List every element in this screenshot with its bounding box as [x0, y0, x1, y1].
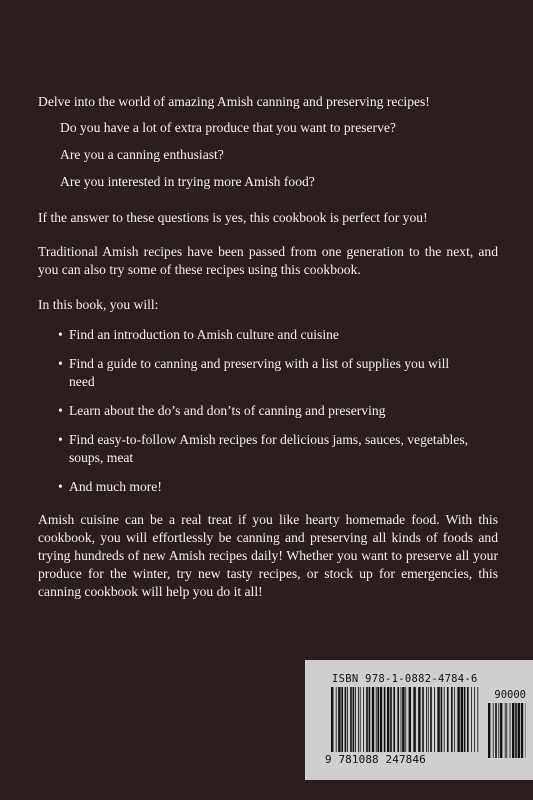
barcode-bar: [409, 687, 411, 752]
barcode-bar: [401, 687, 402, 752]
barcode-bar: [405, 687, 406, 752]
barcode-bar: [366, 687, 368, 752]
bullet-icon: •: [58, 356, 63, 371]
barcode-bar: [471, 687, 472, 752]
barcode-bar: [515, 703, 517, 758]
barcode-bar: [495, 703, 497, 758]
barcode-bar: [422, 687, 424, 752]
barcode-bar: [347, 687, 348, 752]
traditional-text: Traditional Amish recipes have been passed from one generation to the next, and you can also try some of these recipes using this cookbook.: [38, 244, 498, 277]
barcode-bar: [521, 703, 523, 758]
barcode-bar: [377, 687, 379, 752]
barcode-bar: [418, 687, 420, 752]
barcode-bar: [336, 687, 337, 752]
barcode-bar: [498, 703, 499, 758]
barcode-icon: [330, 687, 480, 752]
barcode-bar: [387, 687, 389, 752]
barcode-bar: [454, 687, 455, 752]
barcode-bar: [393, 687, 395, 752]
barcode-bar: [413, 687, 415, 752]
list-item: [38, 326, 469, 344]
list-item: [38, 402, 469, 420]
barcode-bar: [345, 687, 347, 752]
barcode-bar: [464, 687, 466, 752]
barcode-bar: [474, 687, 475, 752]
answer-text: If the answer to these questions is yes, this cookbook is perfect for you!: [38, 210, 428, 225]
barcode-bar: [397, 687, 399, 752]
barcode-bar: [441, 687, 443, 752]
bullet-icon: •: [58, 327, 63, 342]
barcode-box: [305, 660, 533, 780]
barcode-bar: [451, 687, 453, 752]
supplemental-barcode-icon: [487, 703, 527, 758]
list-item-text: Learn about the do’s and don’ts of canning and preserving: [69, 403, 386, 418]
barcode-bar: [331, 687, 333, 752]
barcode-bar: [510, 703, 511, 758]
barcode-bar: [380, 687, 382, 752]
barcode-bar: [437, 687, 439, 752]
question-3: Are you interested in trying more Amish food?: [60, 174, 315, 189]
barcode-bar: [363, 687, 364, 752]
list-item: [38, 478, 469, 496]
barcode-bar: [518, 703, 520, 758]
barcode-bar: [353, 687, 355, 752]
ean-digits: 9 781088 247846: [325, 753, 426, 766]
barcode-bar: [358, 687, 359, 752]
feature-list: [38, 326, 498, 496]
barcode-bar: [341, 687, 343, 752]
price-code: 90000: [494, 689, 526, 701]
barcode-bar: [372, 687, 374, 752]
barcode-bar: [384, 687, 386, 752]
barcode-bar: [461, 687, 463, 752]
barcode-bar: [350, 687, 352, 752]
bullet-icon: •: [58, 403, 63, 418]
list-item: [38, 355, 469, 391]
list-item-text: Find an introduction to Amish culture and cuisine: [69, 327, 339, 342]
barcode-bar: [428, 687, 429, 752]
barcode-bar: [477, 687, 478, 752]
barcode-bar: [390, 687, 392, 752]
question-2: Are you a canning enthusiast?: [60, 147, 224, 162]
barcode-bar: [444, 687, 445, 752]
barcode-bar: [457, 687, 459, 752]
barcode-bar: [369, 687, 371, 752]
barcode-bar: [512, 703, 514, 758]
barcode-bar: [338, 687, 340, 752]
list-item-text: And much more!: [69, 479, 162, 494]
list-item: [38, 431, 469, 467]
blurb: [38, 93, 498, 601]
barcode-bar: [467, 687, 469, 752]
question-1: Do you have a lot of extra produce that you want to preserve?: [60, 120, 396, 135]
barcode-bar: [360, 687, 361, 752]
barcode-bar: [493, 703, 494, 758]
bullet-icon: •: [58, 432, 63, 447]
barcode-bar: [426, 687, 427, 752]
closing-text: Amish cuisine can be a real treat if you like hearty homemade food. With this cookbook, you will effortlessly be canning and preserving all kinds of foods and trying hundreds of new Amish recipes daily! Whether you want to preserve all your produce for the winter, try new tasty recipes, or stock up for emergencies, this canning cookbook will help you do it all!: [38, 512, 498, 599]
barcode-bar: [500, 703, 502, 758]
isbn-label: ISBN 978-1-0882-4784-6: [332, 673, 478, 685]
barcode-bar: [505, 703, 506, 758]
intro-text: Delve into the world of amazing Amish canning and preserving recipes!: [38, 94, 430, 109]
bullet-icon: •: [58, 479, 63, 494]
barcode-bar: [447, 687, 449, 752]
barcode-bar: [430, 687, 432, 752]
list-item-text: Find easy-to-follow Amish recipes for delicious jams, sauces, vegetables, soups, meat: [69, 432, 469, 465]
barcode-bar: [402, 687, 404, 752]
barcode-bar: [488, 703, 490, 758]
barcode-bar: [434, 687, 435, 752]
barcode-bar: [376, 687, 377, 752]
in-book-heading: In this book, you will:: [38, 297, 159, 312]
barcode-bar: [506, 703, 507, 758]
list-item-text: Find a guide to canning and preserving with a list of supplies you will need: [69, 356, 450, 389]
barcode-bar: [355, 687, 356, 752]
